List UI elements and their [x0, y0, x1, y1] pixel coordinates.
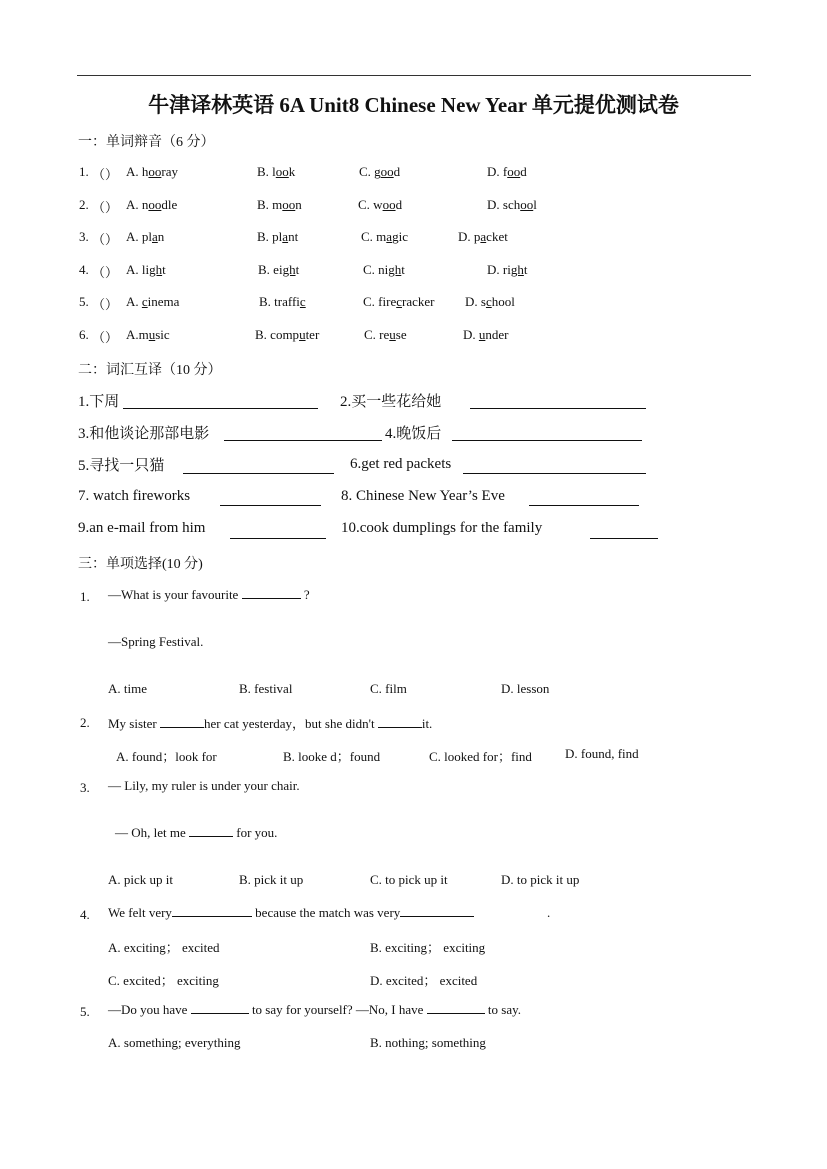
answer-blank[interactable] — [378, 716, 422, 728]
option-a[interactable]: A. something; everything — [108, 1035, 241, 1050]
phonics-question-number: 2. — [79, 197, 89, 212]
word-part: dle — [161, 197, 178, 212]
word-part: C. w — [358, 197, 383, 212]
word-part: D. p — [458, 229, 481, 244]
phonics-option[interactable] — [257, 229, 298, 245]
underlined-letters: u — [299, 327, 306, 342]
word-part: hool — [491, 294, 515, 309]
answer-parentheses[interactable]: （） — [92, 330, 119, 345]
answer-blank[interactable] — [470, 408, 646, 409]
mc-answer-line: — Oh, let me for you. — [115, 825, 278, 840]
word-part: racker — [402, 294, 435, 309]
option-a[interactable]: A. pick up it — [108, 872, 173, 887]
word-part: B. pl — [257, 229, 283, 244]
answer-parentheses[interactable]: （） — [92, 297, 119, 312]
vocab-item-10: 10.cook dumplings for the family — [341, 520, 543, 536]
option-c[interactable]: C. film — [370, 681, 407, 696]
word-part: C. fire — [363, 294, 397, 309]
mc-question-2: My sister her cat yesterday，but she didn't it. — [108, 716, 433, 731]
word-part: t — [295, 262, 300, 277]
underlined-letters: u — [389, 327, 396, 342]
mc-question-number: 4. — [80, 907, 90, 922]
phonics-option[interactable] — [259, 294, 306, 310]
word-part: l — [533, 197, 537, 212]
answer-blank[interactable] — [529, 505, 639, 506]
underlined-letters: gh — [282, 262, 296, 277]
word-part: D. ri — [487, 262, 511, 277]
answer-blank[interactable] — [220, 505, 321, 506]
underlined-letters: a — [386, 229, 393, 244]
mc-question-1: —What is your favourite ? — [108, 587, 310, 602]
word-part: C. g — [359, 164, 381, 179]
phonics-option[interactable] — [458, 229, 508, 245]
answer-blank[interactable] — [172, 905, 252, 917]
word-part: C. re — [364, 327, 390, 342]
word-part: B. ei — [258, 262, 283, 277]
answer-parentheses[interactable]: （） — [92, 167, 119, 182]
mc-question-number: 3. — [80, 780, 90, 795]
word-part: nt — [288, 229, 299, 244]
word-part: ray — [161, 164, 178, 179]
option-d[interactable]: D. found, find — [565, 746, 639, 761]
underlined-letters: a — [282, 229, 289, 244]
underlined-letters: gh — [510, 262, 524, 277]
underlined-letters: u — [478, 327, 486, 342]
option-c[interactable]: C. excited； exciting — [108, 973, 219, 988]
word-part: D. sch — [487, 197, 521, 212]
underlined-letters: u — [148, 327, 156, 342]
option-a[interactable]: A. found；look for — [116, 749, 217, 764]
mc-question-3: — Lily, my ruler is under your chair. — [108, 778, 300, 793]
mc-question-number: 5. — [80, 1004, 90, 1019]
word-part: k — [288, 164, 296, 179]
phonics-option[interactable] — [257, 164, 295, 180]
section2-header: 二：词汇互译（10 分） — [78, 363, 222, 378]
sentence-period: . — [547, 905, 551, 920]
phonics-option[interactable] — [126, 229, 164, 245]
phonics-option[interactable] — [258, 262, 299, 278]
word-part: d — [395, 197, 403, 212]
underlined-letters: oo — [148, 164, 162, 179]
answer-blank[interactable] — [123, 408, 318, 409]
option-c[interactable]: C. to pick up it — [370, 872, 448, 887]
word-part: sic — [155, 327, 170, 342]
word-part: D. f — [487, 164, 508, 179]
underlined-letters: c — [485, 294, 492, 309]
top-rule — [77, 75, 751, 76]
mc-question-4: We felt very because the match was very — [108, 905, 474, 921]
phonics-option[interactable] — [126, 294, 179, 310]
phonics-question-number: 5. — [79, 294, 89, 309]
phonics-option[interactable] — [257, 197, 302, 213]
vocab-item-8: 8. Chinese New Year’s Eve — [341, 488, 505, 504]
section3-header: 三：单项选择(10 分) — [78, 557, 203, 572]
phonics-option[interactable] — [126, 164, 178, 180]
option-a[interactable]: A. exciting； excited — [108, 940, 220, 955]
underlined-letters: c — [299, 294, 306, 309]
mc-question-5: —Do you have to say for yourself? —No, I have to say. — [108, 1002, 522, 1017]
underlined-letters: oo — [148, 197, 162, 212]
vocab-item-6: 6.get red packets — [350, 456, 452, 472]
option-a[interactable]: A. time — [108, 681, 147, 696]
underlined-letters: oo — [382, 197, 396, 212]
phonics-question-number: 1. — [79, 164, 89, 179]
underlined-letters: c — [141, 294, 148, 309]
word-part: C. m — [361, 229, 387, 244]
word-part: t — [523, 262, 528, 277]
mc-question-number: 2. — [80, 715, 90, 730]
word-part: D. s — [465, 294, 486, 309]
underlined-letters: c — [396, 294, 402, 309]
phonics-option[interactable] — [126, 197, 177, 213]
answer-blank[interactable] — [427, 1002, 485, 1014]
answer-parentheses[interactable]: （） — [92, 232, 119, 247]
phonics-option[interactable] — [487, 197, 537, 213]
word-part: se — [395, 327, 407, 342]
word-part: n — [295, 197, 302, 212]
underlined-letters: oo — [282, 197, 296, 212]
answer-blank[interactable] — [400, 905, 474, 917]
underlined-letters: oo — [507, 164, 521, 179]
answer-parentheses[interactable]: （） — [92, 200, 119, 215]
answer-blank[interactable] — [183, 473, 334, 474]
option-d[interactable]: D. to pick it up — [501, 872, 580, 887]
option-b[interactable]: B. nothing; something — [370, 1035, 486, 1050]
vocab-item-7: 7. watch fireworks — [78, 488, 191, 504]
word-part: C. ni — [363, 262, 389, 277]
answer-blank[interactable] — [224, 440, 382, 441]
phonics-question-number: 3. — [79, 229, 89, 244]
word-part: A. li — [126, 262, 150, 277]
vocab-item-3: 3.和他谈论那部电影 — [78, 426, 210, 442]
word-part: A. n — [126, 197, 149, 212]
answer-blank[interactable] — [590, 538, 658, 539]
underlined-letters: gh — [149, 262, 163, 277]
word-part: nder — [485, 327, 509, 342]
phonics-question-number: 4. — [79, 262, 89, 277]
vocab-item-1: 1.下周 — [78, 394, 120, 410]
phonics-option[interactable] — [126, 262, 166, 278]
phonics-question-number: 6. — [79, 327, 89, 342]
option-c[interactable]: C. looked for；find — [429, 749, 532, 764]
option-d[interactable]: D. lesson — [501, 681, 550, 696]
mc-question-number: 1. — [80, 589, 90, 604]
option-b[interactable]: B. pick it up — [239, 872, 304, 887]
word-part: gic — [392, 229, 408, 244]
underlined-letters: oo — [520, 197, 534, 212]
word-part: cket — [486, 229, 508, 244]
phonics-option[interactable] — [363, 262, 405, 278]
word-part: B. l — [257, 164, 276, 179]
underlined-letters: oo — [275, 164, 289, 179]
phonics-option[interactable] — [358, 197, 402, 213]
page-title: 牛津译林英语 6A Unit8 Chinese New Year 单元提优测试卷 — [148, 93, 679, 117]
phonics-option[interactable] — [487, 262, 527, 278]
word-part: A. — [126, 294, 142, 309]
phonics-option[interactable] — [463, 327, 509, 343]
answer-blank[interactable] — [242, 587, 301, 599]
word-part: d — [393, 164, 401, 179]
answer-blank[interactable] — [230, 538, 326, 539]
underlined-letters: a — [480, 229, 487, 244]
phonics-option[interactable] — [364, 327, 407, 343]
word-part: A. h — [126, 164, 149, 179]
phonics-option[interactable] — [255, 327, 319, 343]
word-part: inema — [147, 294, 180, 309]
vocab-item-2: 2.买一些花给她 — [340, 394, 442, 410]
phonics-option[interactable] — [361, 229, 408, 245]
word-part: t — [162, 262, 166, 277]
vocab-item-9: 9.an e-mail from him — [78, 520, 206, 536]
word-part: d — [520, 164, 527, 179]
phonics-option[interactable] — [487, 164, 527, 180]
section1-header: 一：单词辩音（6 分） — [78, 135, 215, 150]
option-b[interactable]: B. looke d；found — [283, 749, 381, 764]
underlined-letters: oo — [380, 164, 394, 179]
answer-blank[interactable] — [463, 473, 646, 474]
phonics-option[interactable] — [465, 294, 515, 310]
option-d[interactable]: D. excited； excited — [370, 973, 478, 988]
word-part: n — [157, 229, 165, 244]
phonics-option[interactable] — [359, 164, 400, 180]
answer-blank[interactable] — [189, 825, 233, 837]
word-part: A.m — [126, 327, 149, 342]
vocab-item-5: 5.寻找一只猫 — [78, 458, 165, 474]
answer-blank[interactable] — [191, 1002, 249, 1014]
underlined-letters: gh — [388, 262, 402, 277]
answer-blank[interactable] — [160, 716, 204, 728]
phonics-option[interactable] — [363, 294, 434, 310]
word-part: ter — [305, 327, 320, 342]
answer-blank[interactable] — [452, 440, 642, 441]
word-part: D. — [463, 327, 479, 342]
underlined-letters: a — [152, 229, 158, 244]
vocab-item-4: 4.晚饭后 — [385, 426, 442, 442]
word-part: A. pl — [126, 229, 152, 244]
option-b[interactable]: B. festival — [239, 681, 293, 696]
phonics-option[interactable] — [126, 327, 170, 343]
word-part: t — [401, 262, 405, 277]
word-part: B. traffi — [259, 294, 300, 309]
mc-answer-line: —Spring Festival. — [108, 634, 204, 649]
answer-parentheses[interactable]: （） — [92, 265, 119, 280]
option-b[interactable]: B. exciting； exciting — [370, 940, 486, 955]
word-part: B. m — [257, 197, 283, 212]
word-part: B. comp — [255, 327, 300, 342]
